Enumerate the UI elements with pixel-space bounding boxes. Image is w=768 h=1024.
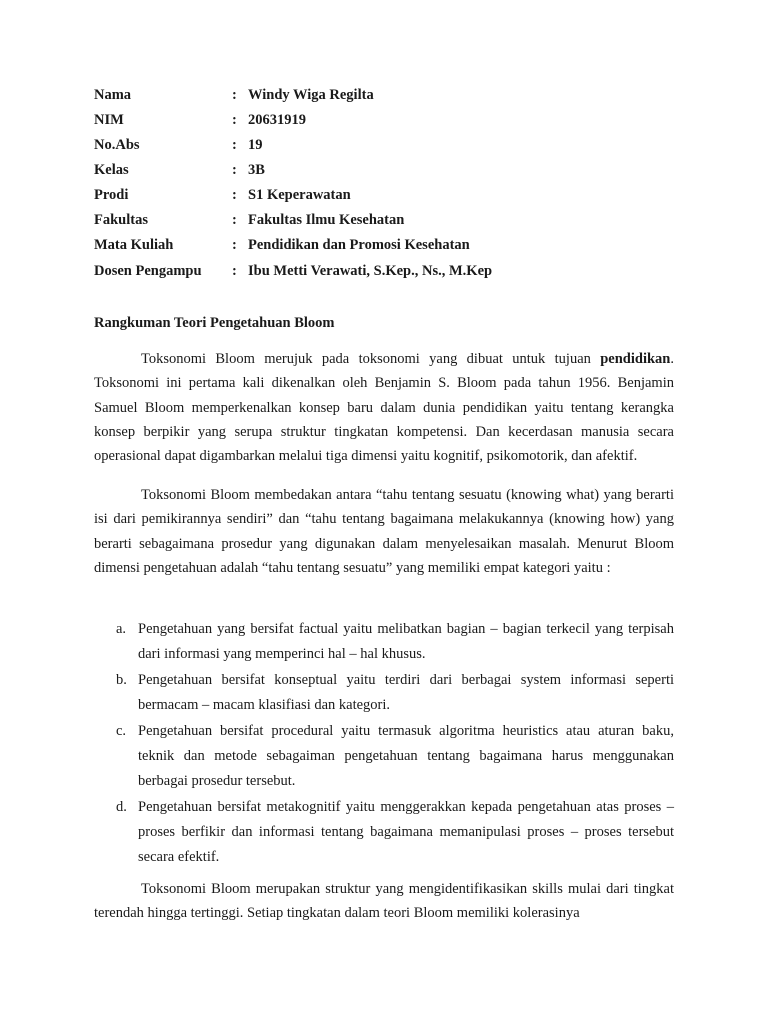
biodata-separator: :: [232, 263, 237, 279]
biodata-separator: :: [232, 87, 237, 103]
list-item-text: Pengetahuan bersifat metakognitif yaitu menggerakkan kepada pengetahuan atas proses – proses berfikir dan informasi tentang bagaimana memanipulasi proses – proses tersebut secara efektif.: [138, 799, 674, 865]
biodata-value: 20631919: [248, 112, 306, 128]
biodata-value: 3B: [248, 162, 265, 178]
biodata-value: Windy Wiga Regilta: [248, 87, 374, 103]
list-item: [94, 617, 674, 667]
knowledge-category-list: [94, 617, 674, 871]
list-item: [94, 719, 674, 794]
biodata-label: Fakultas: [94, 212, 148, 228]
biodata-separator: :: [232, 212, 237, 228]
list-item: [94, 668, 674, 718]
section-heading: Rangkuman Teori Pengetahuan Bloom: [94, 315, 335, 331]
biodata-value: Fakultas Ilmu Kesehatan: [248, 212, 405, 228]
biodata-separator: :: [232, 137, 237, 153]
biodata-separator: :: [232, 237, 237, 253]
paragraph-knowledge-dimension: Toksonomi Bloom membedakan antara “tahu tentang sesuatu (knowing what) yang berarti isi dari pemikirannya sendiri” dan “tahu tentang bagaimana melakukannya (knowing how) yang berarti sebagaimana prosedur yang digunakan dalam menyelesaikan masalah. Menurut Bloom dimensi pengetahuan adalah “tahu tentang sesuatu” yang memiliki empat kategori yaitu :: [94, 487, 674, 576]
list-item-text: Pengetahuan bersifat procedural yaitu termasuk algoritma heuristics atau aturan baku, teknik dan metode sebagaiman pengetahuan tentang bagaimana harus menggunakan berbagai prosedur tersebut.: [138, 723, 674, 789]
list-item: [94, 795, 674, 870]
biodata-label: Nama: [94, 87, 132, 103]
biodata-label: Kelas: [94, 162, 129, 178]
biodata-separator: :: [232, 112, 237, 128]
list-marker: d.: [116, 799, 127, 815]
biodata-label: Prodi: [94, 187, 129, 203]
biodata-label: Dosen Pengampu: [94, 263, 202, 279]
biodata-label: Mata Kuliah: [94, 237, 174, 253]
paragraph-intro: [94, 347, 674, 468]
biodata-value: 19: [248, 137, 263, 153]
biodata-label: No.Abs: [94, 137, 140, 153]
biodata-label: NIM: [94, 112, 124, 128]
biodata-value: Pendidikan dan Promosi Kesehatan: [248, 237, 470, 253]
paragraph-text: . Toksonomi ini pertama kali dikenalkan oleh Benjamin S. Bloom pada tahun 1956. Benjamin Samuel Bloom memperkenalkan konsep baru dalam dunia pendidikan yaitu tentang kerangka konsep berpikir yang serupa struktur tingkatan kompetensi. Dan kecerdasan manusia secara operasional dapat digambarkan melalui tiga dimensi yaitu kognitif, psikomotorik, dan afektif.: [94, 351, 674, 465]
biodata-value: Ibu Metti Verawati, S.Kep., Ns., M.Kep: [248, 263, 493, 279]
bold-term: pendidikan: [600, 351, 671, 367]
list-marker: c.: [116, 723, 127, 739]
biodata-separator: :: [232, 187, 237, 203]
list-item-text: Pengetahuan yang bersifat factual yaitu melibatkan bagian – bagian terkecil yang terpisah dari informasi yang memperinci hal – hal khusus.: [138, 621, 674, 662]
biodata-value: S1 Keperawatan: [248, 187, 351, 203]
biodata-separator: :: [232, 162, 237, 178]
list-marker: a.: [116, 621, 127, 637]
paragraph-text: Toksonomi Bloom merujuk pada toksonomi yang dibuat untuk tujuan: [141, 351, 601, 367]
paragraph-bloom-structure: Toksonomi Bloom merupakan struktur yang mengidentifikasikan skills mulai dari tingkat terendah hingga tertinggi. Setiap tingkatan dalam teori Bloom memiliki kolerasinya: [94, 881, 674, 922]
list-marker: b.: [116, 672, 127, 688]
list-item-text: Pengetahuan bersifat konseptual yaitu terdiri dari berbagai system informasi seperti bermacam – macam klasifiasi dan kategori.: [138, 672, 674, 713]
